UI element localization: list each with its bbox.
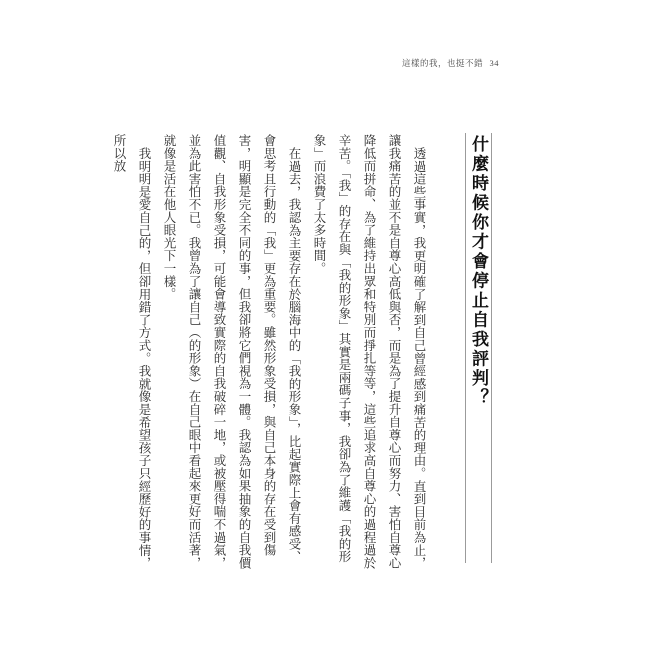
section-heading-column [465,133,492,563]
running-title: 這樣的我，也挺不錯 [402,58,484,68]
paragraph-3: 我明明是愛自己的，但卻用錯了方式。我就像是希望孩子只經歷好的事情，所以放 [112,134,151,569]
page-number: 34 [489,58,499,68]
paragraph-1: 透過這些事實，我更明確了解到自己曾經感到痛苦的理由。直到目前為止，讓我痛苦的並不是自尊心高低與否，而是為了提升自尊心而努力、害怕自尊心降低而拼命、為了維持出眾和特別而掙扎等等，這些追求高自尊心的過程過於辛苦。「我」的存在與「我的形象」其實是兩碼子事，我卻為了維護「我的形象」而浪費了太多時間。 [312,134,426,570]
body-text-block [106,134,431,572]
section-heading: 什麼時候你才會停止自我評判？ [469,135,488,408]
paragraph-2: 在過去，我認為主要存在於腦海中的「我的形象」，比起實際上會有感受、會思考且行動的「我」更為重要。雖然形象受損，與自己本身的存在受到傷害，明顯是完全不同的事，但我卻將它們視為一體。我認為如果抽象的自我價值觀、自我形象受損，可能會導致實際的自我破碎一地，或被壓得喘不過氣，並為此害怕不已。我曾為了讓自己（的形象）在自己眼中看起來更好而活著，就像是活在他人眼光下一樣。 [162,134,301,570]
page-header [402,57,499,69]
